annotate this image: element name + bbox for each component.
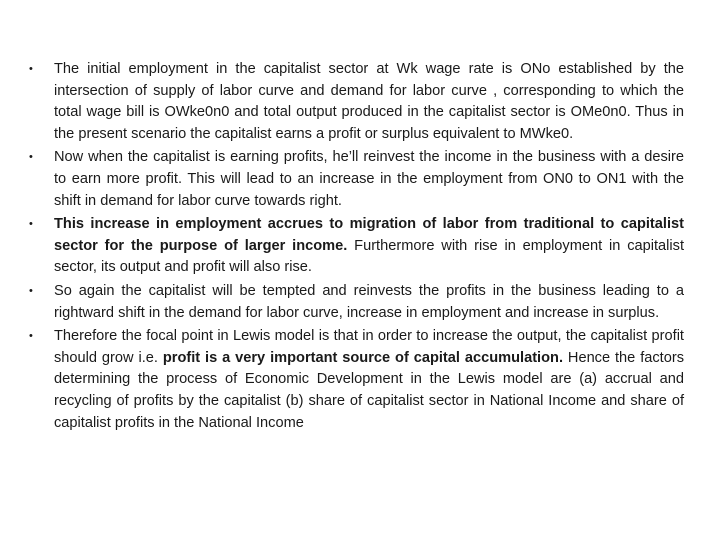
bullet-text: Now when the capitalist is earning profits, he’ll reinvest the income in the business with a desire to earn more profit. This will lead to an increase in the employment from ON0 to ON1 with the shift in demand for labor curve towards right. [54,149,684,209]
bullet-list [29,59,685,436]
bullet-item [29,147,684,212]
bullet-item [29,326,684,434]
bullet-dot-icon: • [29,63,33,75]
bullet-dot-icon: • [29,151,33,164]
bullet-text: So again the capitalist will be tempted and reinvests the profits in the business leading to a rightward shift in the demand for labor curve, increase in employment and increase in surplus. [54,282,684,321]
bullet-text: Furthermore with rise in employment in capitalist sector, its output and profit will also rise. [54,237,685,276]
bullet-dot-icon: • [29,330,33,343]
bullet-text: The initial employment in the capitalist sector at Wk wage rate is ONo established by the intersection of supply of labor curve and demand for labor curve , corresponding to which the total wage bill is OWke0n0 and total output produced in the capitalist sector is OMe0n0. Thus in the present scenario the capitalist earns a profit or surplus equivalent to MWke0. [54,61,684,142]
bullet-text: Therefore the focal point in Lewis model is that in order to increase the output, the capitalist profit should grow i.e. [54,328,684,366]
bullet-dot-icon: • [29,218,33,231]
bullet-text-bold: profit is a very important source of capital accumulation. [162,349,563,366]
bullet-item [29,281,684,324]
bullet-text: Hence the factors determining the process of Economic Development in the Lewis model are (a) accrual and recycling of profits by the capitalist (b) share of capitalist sector in National Income and share of capitalist profits in the National Income [54,349,684,431]
bullet-item [29,59,684,145]
bullet-text-bold: This increase in employment accrues to migration of labor from traditional to capitalist sector for the purpose of larger income. [54,216,684,254]
bullet-item [29,214,685,279]
bullet-dot-icon: • [29,284,33,297]
